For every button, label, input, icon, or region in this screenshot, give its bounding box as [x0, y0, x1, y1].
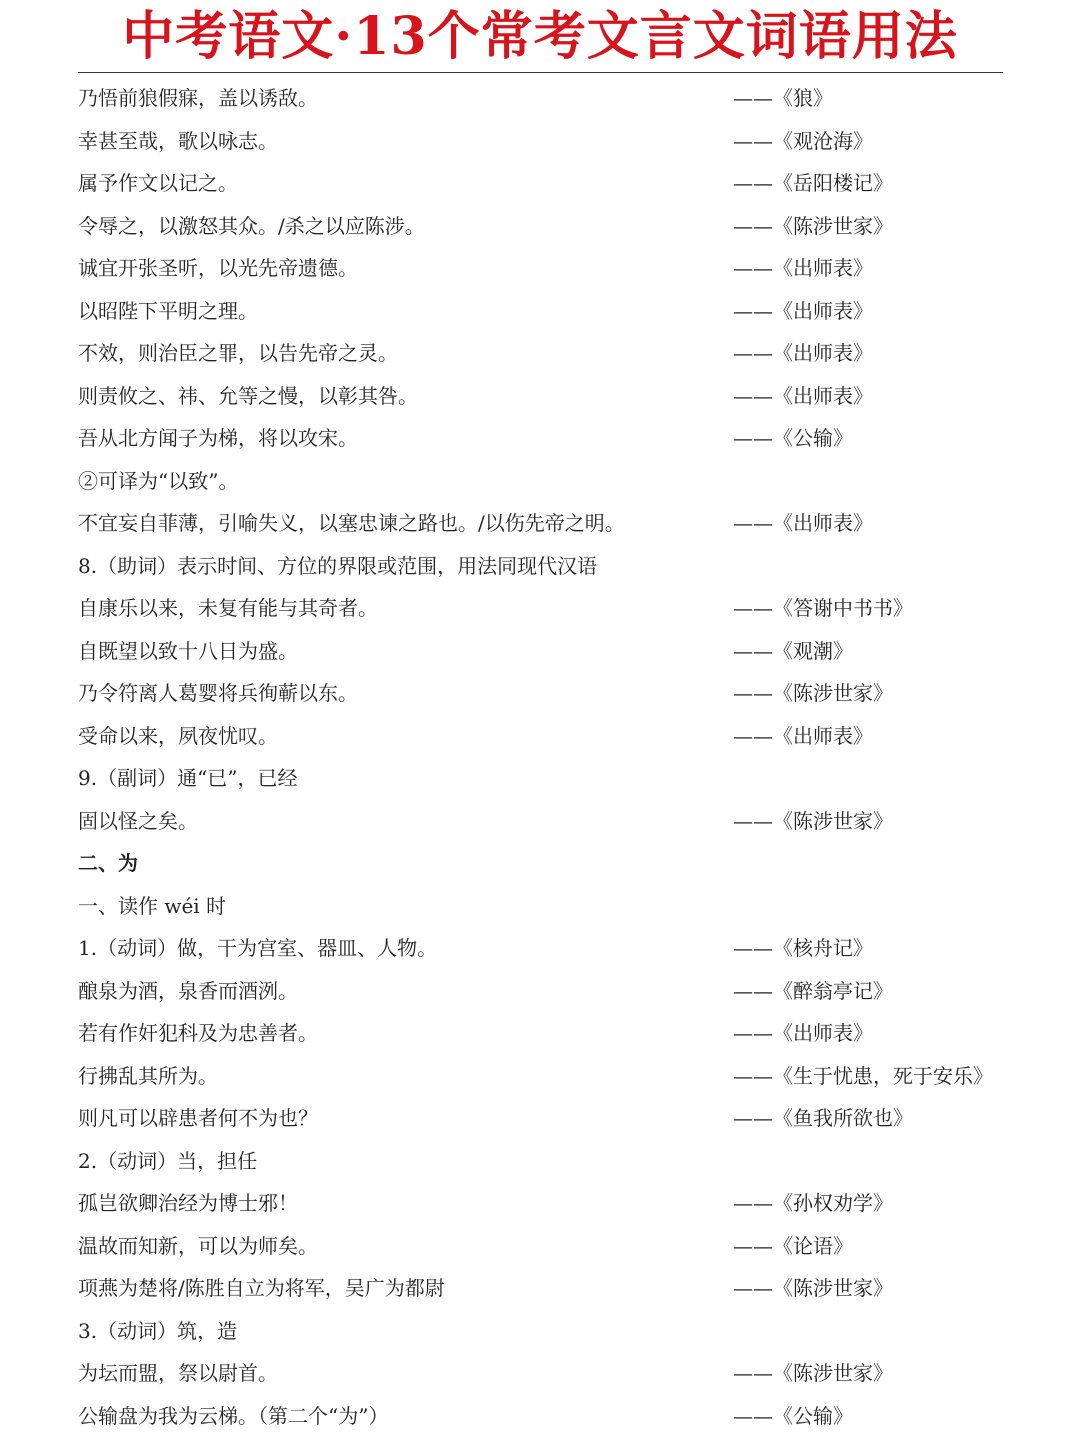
line-source: ——《出师表》 — [733, 298, 873, 323]
line-text: 以昭陛下平明之理。 — [78, 298, 258, 323]
text-line — [0, 1225, 1080, 1268]
line-source: ——《出师表》 — [733, 511, 873, 535]
line-text: 则凡可以辟患者何不为也？ — [78, 1106, 318, 1130]
title-divider — [78, 72, 1003, 73]
line-text: ②可译为“以致”。 — [78, 468, 239, 493]
text-line — [0, 205, 1080, 248]
text-line — [0, 502, 1080, 545]
text-line — [0, 332, 1080, 375]
line-source: ——《出师表》 — [733, 341, 873, 365]
text-line — [0, 927, 1080, 970]
line-source: ——《岳阳楼记》 — [733, 171, 893, 195]
line-text: 乃令符离人葛婴将兵徇蕲以东。 — [78, 681, 358, 705]
text-line — [0, 460, 1080, 503]
text-line — [0, 672, 1080, 715]
line-source: ——《出师表》 — [733, 383, 873, 408]
line-text: 自既望以致十八日为盛。 — [78, 638, 298, 663]
text-line — [0, 970, 1080, 1013]
text-line — [0, 885, 1080, 928]
line-source: ——《狼》 — [733, 86, 833, 110]
line-text: 9.（副词）通“已”，已经 — [78, 766, 298, 790]
line-text: 酿泉为酒，泉香而酒洌。 — [78, 978, 298, 1003]
line-source: ——《观沧海》 — [733, 128, 873, 153]
page-title: 中考语文·13个常考文言文词语用法 — [122, 6, 958, 67]
text-line — [0, 375, 1080, 418]
line-source: ——《陈涉世家》 — [733, 808, 893, 833]
text-line — [0, 1395, 1080, 1438]
line-text: 孤岂欲卿治经为博士邪！ — [78, 1191, 298, 1215]
text-line — [0, 757, 1080, 800]
text-line — [0, 800, 1080, 843]
line-text: 温故而知新，可以为师矣。 — [78, 1233, 318, 1258]
text-line — [0, 1097, 1080, 1140]
line-source: ——《出师表》 — [733, 256, 873, 280]
text-line — [0, 1182, 1080, 1225]
text-line — [0, 1267, 1080, 1310]
line-source: ——《陈涉世家》 — [733, 1276, 893, 1300]
line-source: ——《公输》 — [733, 1403, 853, 1428]
line-text: 诚宜开张圣听，以光先帝遗德。 — [78, 256, 358, 280]
section-heading — [0, 842, 1080, 885]
text-line — [0, 290, 1080, 333]
line-text: 自康乐以来，未复有能与其奇者。 — [78, 596, 378, 620]
line-text: 则责攸之、祎、允等之慢，以彰其咎。 — [78, 383, 418, 408]
line-text: 公输盘为我为云梯。（第二个“为”） — [78, 1403, 389, 1428]
line-text: 8.（助词）表示时间、方位的界限或范围，用法同现代汉语 — [78, 553, 598, 578]
text-line — [0, 247, 1080, 290]
text-line — [0, 1310, 1080, 1353]
line-source: ——《核舟记》 — [733, 936, 873, 960]
line-text: 吾从北方闻子为梯，将以攻宋。 — [78, 426, 358, 450]
line-source: ——《观潮》 — [733, 638, 853, 663]
line-source: ——《孙权劝学》 — [733, 1191, 893, 1215]
line-text: 不效，则治臣之罪，以告先帝之灵。 — [78, 341, 398, 365]
line-source: ——《陈涉世家》 — [733, 213, 893, 238]
line-text: 项燕为楚将/陈胜自立为将军，吴广为都尉 — [78, 1276, 445, 1300]
line-text: 乃悟前狼假寐，盖以诱敌。 — [78, 86, 318, 110]
line-text: 属予作文以记之。 — [78, 171, 238, 195]
text-line — [0, 545, 1080, 588]
text-line — [0, 417, 1080, 460]
text-line — [0, 630, 1080, 673]
text-line — [0, 1140, 1080, 1183]
line-text: 令辱之，以激怒其众。/杀之以应陈涉。 — [78, 213, 425, 238]
line-source: ——《公输》 — [733, 426, 853, 450]
line-text: 3.（动词）筑，造 — [78, 1318, 238, 1343]
line-source: ——《陈涉世家》 — [733, 681, 893, 705]
line-text: 一、读作 wéi 时 — [78, 893, 227, 918]
line-text: 2.（动词）当，担任 — [78, 1148, 258, 1173]
line-text: 固以怪之矣。 — [78, 808, 198, 833]
text-line — [0, 587, 1080, 630]
line-source: ——《鱼我所欲也》 — [733, 1106, 913, 1130]
text-line — [0, 715, 1080, 758]
text-line — [0, 162, 1080, 205]
line-text: 为坛而盟，祭以尉首。 — [78, 1361, 278, 1385]
line-text: 若有作奸犯科及为忠善者。 — [78, 1021, 318, 1045]
text-line — [0, 120, 1080, 163]
line-source: ——《答谢中书书》 — [733, 596, 913, 620]
text-line — [0, 77, 1080, 120]
text-line — [0, 1012, 1080, 1055]
line-source: ——《出师表》 — [733, 1021, 873, 1045]
line-source: ——《论语》 — [733, 1233, 853, 1258]
line-source: ——《陈涉世家》 — [733, 1361, 893, 1385]
line-source: ——《生于忧患，死于安乐》 — [733, 1063, 993, 1088]
line-text: 受命以来，夙夜忧叹。 — [78, 723, 278, 748]
text-line — [0, 1352, 1080, 1395]
text-line — [0, 1055, 1080, 1098]
line-text: 二、为 — [78, 851, 138, 875]
line-text: 1.（动词）做，干为宫室、器皿、人物。 — [78, 936, 438, 960]
line-source: ——《出师表》 — [733, 723, 873, 748]
line-text: 行拂乱其所为。 — [78, 1063, 218, 1088]
line-source: ——《醉翁亭记》 — [733, 978, 893, 1003]
line-text: 不宜妄自菲薄，引喻失义，以塞忠谏之路也。/以伤先帝之明。 — [78, 511, 625, 535]
document-body — [0, 77, 1080, 1437]
line-text: 幸甚至哉，歌以咏志。 — [78, 128, 278, 153]
